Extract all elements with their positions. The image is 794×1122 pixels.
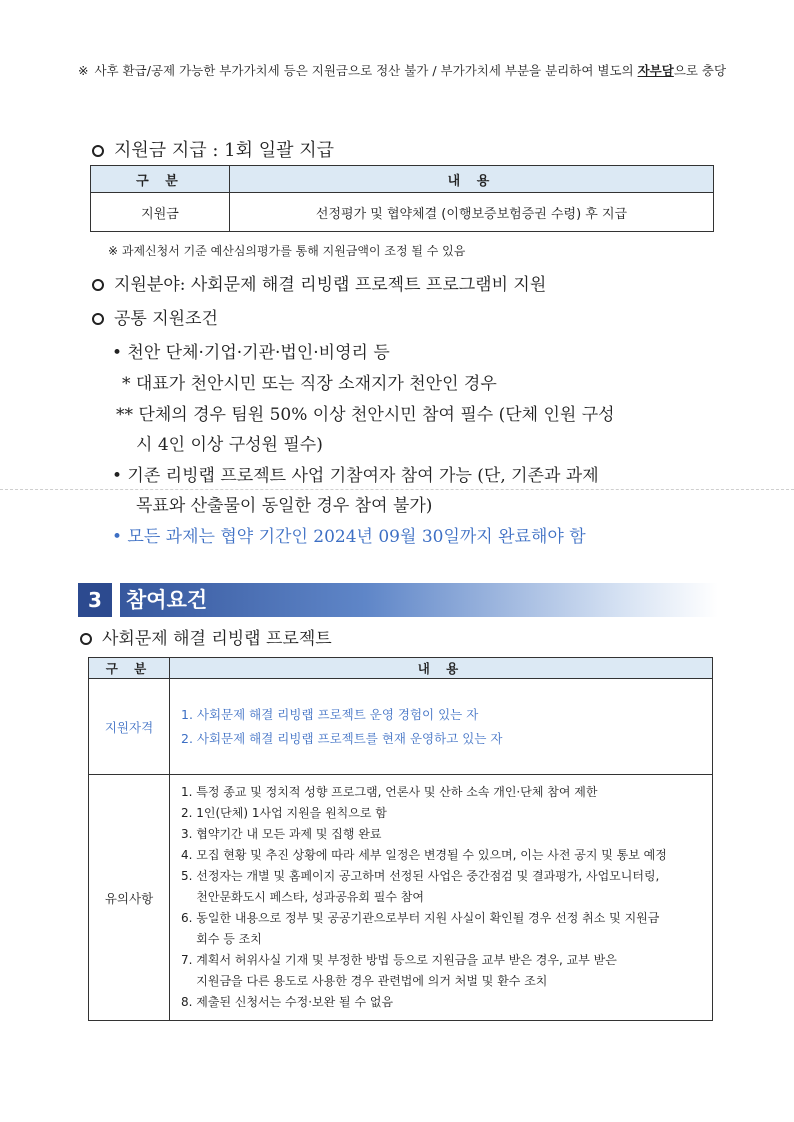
list-item: 2. 1인(단체) 1사업 지원을 원칙으로 함	[181, 806, 387, 820]
section-gap	[112, 583, 120, 617]
qualification-label: 지원자격	[89, 679, 170, 775]
payment-table	[90, 165, 714, 232]
notes-list	[171, 782, 711, 1013]
list-item: 2. 사회문제 해결 리빙랩 프로젝트를 현재 운영하고 있는 자	[181, 730, 503, 746]
condition-line-2: * 대표가 천안시민 또는 직장 소재지가 천안인 경우	[122, 374, 497, 394]
list-item: 8. 제출된 신청서는 수정·보완 될 수 없음	[181, 995, 394, 1009]
condition-line-4: 시 4인 이상 구성원 필수)	[136, 435, 323, 455]
top-note	[78, 60, 728, 82]
circle-bullet-icon	[92, 313, 104, 325]
qualification-list	[171, 703, 711, 751]
table-row	[89, 775, 713, 1021]
section-header-bar	[78, 583, 718, 617]
field-heading-text: 지원분야: 사회문제 해결 리빙랩 프로젝트 프로그램비 지원	[114, 275, 547, 295]
payment-heading-text: 지원금 지급 : 1회 일괄 지급	[114, 140, 335, 161]
condition-line-7: • 모든 과제는 협약 기간인 2024년 09월 30일까지 완료해야 함	[112, 527, 586, 547]
condition-line-6: 목표와 산출물이 동일한 경우 참여 불가)	[136, 496, 433, 516]
circle-bullet-icon	[80, 633, 92, 645]
list-item: 천안문화도시 페스타, 성과공유회 필수 참여	[181, 890, 424, 904]
project-heading-text: 사회문제 해결 리빙랩 프로젝트	[102, 629, 332, 649]
cell-category: 지원금	[91, 193, 230, 232]
condition-line-5: • 기존 리빙랩 프로젝트 사업 기참여자 참여 가능 (단, 기존과 과제	[112, 466, 599, 486]
list-item: 1. 사회문제 해결 리빙랩 프로젝트 운영 경험이 있는 자	[181, 706, 479, 722]
header-category: 구 분	[91, 166, 230, 193]
qualification-cell	[170, 679, 713, 775]
payment-note: ※ 과제신청서 기준 예산심의평가를 통해 지원금액이 조정 될 수 있음	[108, 244, 466, 258]
list-item: 3. 협약기간 내 모든 과제 및 집행 완료	[181, 827, 382, 841]
field-heading	[92, 270, 546, 295]
header-content: 내 용	[170, 658, 713, 679]
common-heading	[92, 304, 218, 329]
note-text-b: 으로 충당	[673, 63, 727, 78]
note-symbol: ※	[78, 63, 89, 78]
cell-content: 선정평가 및 협약체결 (이행보증보험증권 수령) 후 지급	[230, 193, 714, 232]
header-category: 구 분	[89, 658, 170, 679]
list-item: 7. 계획서 허위사실 기재 및 부정한 방법 등으로 지원금을 교부 받은 경우, 교부 받은	[181, 953, 617, 967]
list-item: 6. 동일한 내용으로 정부 및 공공기관으로부터 지원 사실이 확인될 경우 선정 취소 및 지원금	[181, 911, 660, 925]
section-number: 3	[78, 583, 112, 617]
notes-label: 유의사항	[89, 775, 170, 1021]
requirements-table	[88, 657, 713, 1021]
list-item: 지원금을 다른 용도로 사용한 경우 관련법에 의거 처벌 및 환수 조치	[181, 974, 548, 988]
note-emphasis: 자부담	[637, 63, 674, 78]
circle-bullet-icon	[92, 279, 104, 291]
table-header-row	[89, 658, 713, 679]
table-row	[91, 193, 714, 232]
condition-line-3: ** 단체의 경우 팀원 50% 이상 천안시민 참여 필수 (단체 인원 구성	[116, 405, 615, 425]
common-heading-text: 공통 지원조건	[114, 309, 218, 329]
section-title: 참여요건	[126, 588, 208, 612]
project-heading	[80, 624, 332, 649]
table-header-row	[91, 166, 714, 193]
list-item: 1. 특정 종교 및 정치적 성향 프로그램, 언론사 및 산하 소속 개인·단체 참여 제한	[181, 785, 598, 799]
note-text-a: 사후 환급/공제 가능한 부가가치세 등은 지원금으로 정산 불가 / 부가가치세 부분을 분리하여 별도의	[94, 63, 638, 78]
scan-divider	[0, 489, 794, 491]
circle-bullet-icon	[92, 145, 104, 157]
list-item: 4. 모집 현황 및 추진 상황에 따라 세부 일정은 변경될 수 있으며, 이는 사전 공지 및 통보 예정	[181, 848, 667, 862]
list-item: 5. 선정자는 개별 및 홈페이지 공고하며 선정된 사업은 중간점검 및 결과평가, 사업모니터링,	[181, 869, 660, 883]
table-row	[89, 679, 713, 775]
list-item: 회수 등 조치	[181, 932, 262, 946]
payment-heading	[92, 136, 334, 162]
condition-line-1: • 천안 단체·기업·기관·법인·비영리 등	[112, 343, 390, 363]
header-content: 내 용	[230, 166, 714, 193]
notes-cell	[170, 775, 713, 1021]
